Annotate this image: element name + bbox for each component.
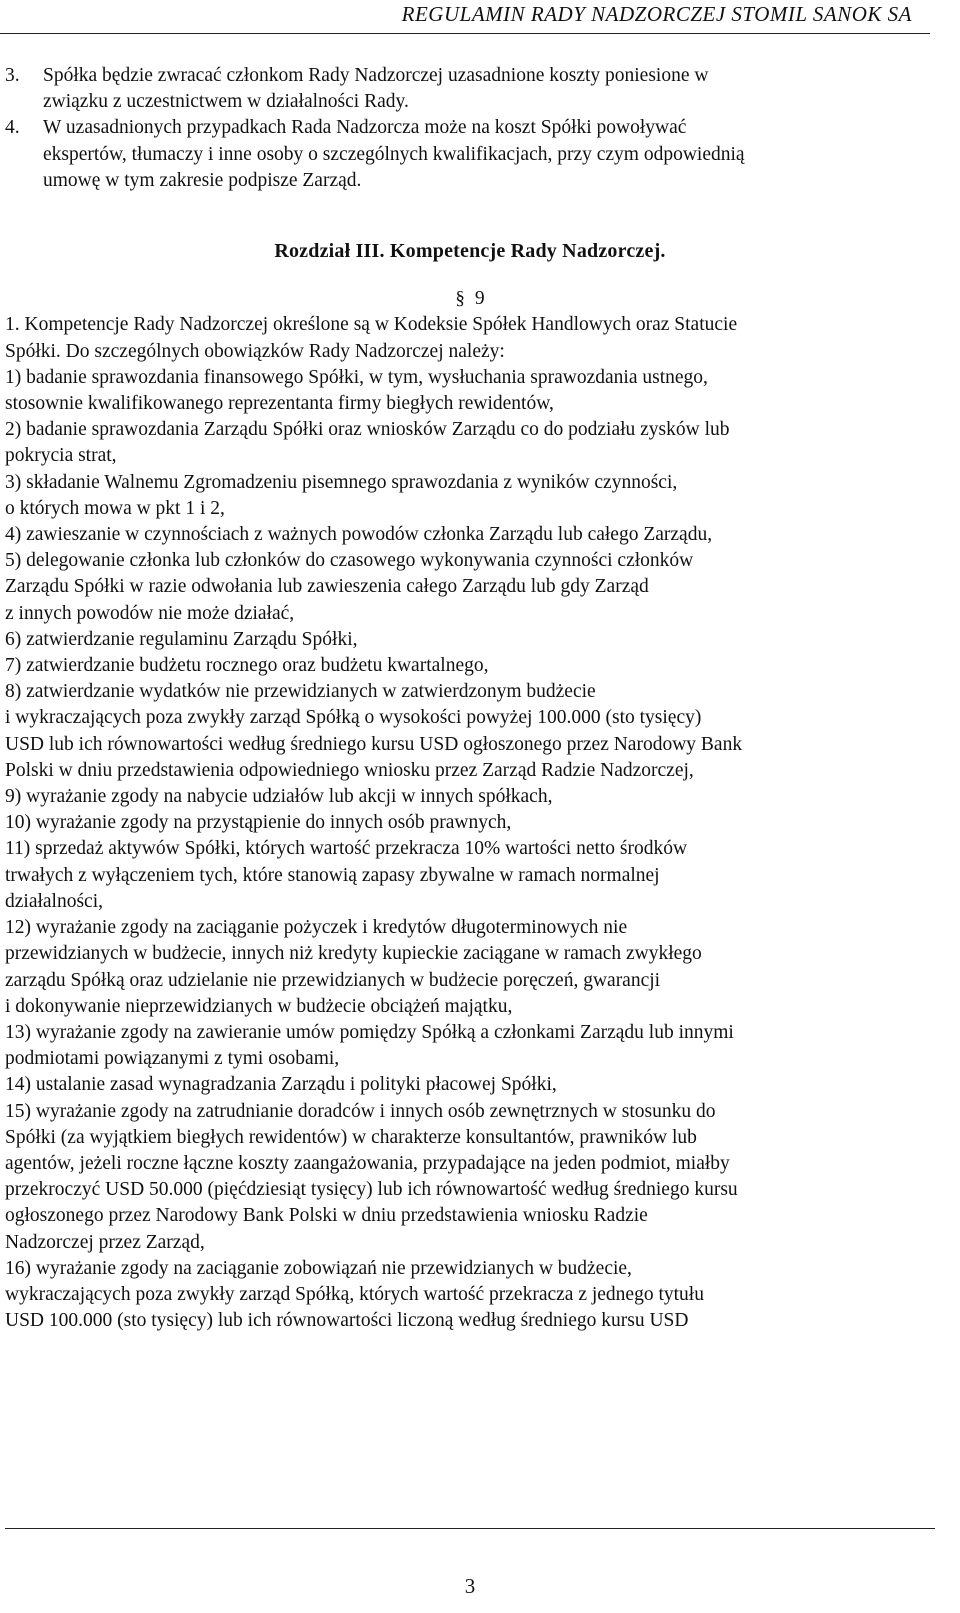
- text-line: 1. Kompetencje Rady Nadzorczej określone są w Kodeksie Spółek Handlowych oraz Statucie: [5, 314, 738, 336]
- text-line: związku z uczestnictwem w działalności Rady.: [43, 91, 409, 113]
- text-line: 2) badanie sprawozdania Zarządu Spółki oraz wniosków Zarządu co do podziału zysków lub: [5, 419, 730, 441]
- text-line: Spółka będzie zwracać członkom Rady Nadzorczej uzasadnione koszty poniesione w: [43, 65, 709, 86]
- paragraph-marker: [5, 286, 935, 312]
- text-line: umowę w tym zakresie podpisze Zarząd.: [43, 169, 362, 191]
- text-line: 10) wyrażanie zgody na przystąpienie do innych osób prawnych,: [5, 812, 512, 834]
- text-line: 15) wyrażanie zgody na zatrudnianie doradców i innych osób zewnętrznych w stosunku do: [5, 1100, 716, 1122]
- text-line: Spółki (za wyjątkiem biegłych rewidentów) w charakterze konsultantów, prawników lub: [5, 1126, 697, 1148]
- text-line: 11) sprzedaż aktywów Spółki, których wartość przekracza 10% wartości netto środków: [5, 838, 688, 860]
- text-line: USD 100.000 (sto tysięcy) lub ich równowartości liczoną według średniego kursu USD: [5, 1310, 689, 1332]
- competences-list: [5, 312, 935, 1334]
- header-divider: [0, 33, 930, 34]
- text-line: 7) zatwierdzanie budżetu rocznego oraz budżetu kwartalnego,: [5, 655, 489, 677]
- text-line: W uzasadnionych przypadkach Rada Nadzorcza może na koszt Spółki powoływać: [43, 117, 687, 139]
- text-line: i wykraczających poza zwykły zarząd Spółką o wysokości powyżej 100.000 (sto tysięcy): [5, 707, 702, 729]
- list-item-4: [5, 115, 935, 194]
- text-line: wykraczających poza zwykły zarząd Spółką, których wartość przekracza z jednego tytułu: [5, 1283, 704, 1305]
- section-sign: §: [455, 288, 465, 310]
- text-line: przekroczyć USD 50.000 (pięćdziesiąt tysięcy) lub ich równowartość według średniego kursu: [5, 1179, 738, 1201]
- text-line: 1) badanie sprawozdania finansowego Spółki, w tym, wysłuchania sprawozdania ustnego,: [5, 366, 708, 388]
- chapter-heading: Rozdział III. Kompetencje Rady Nadzorczej.: [274, 240, 666, 263]
- text-line: i dokonywanie nieprzewidzianych w budżecie obciążeń majątku,: [5, 995, 513, 1017]
- text-line: z innych powodów nie może działać,: [5, 602, 295, 624]
- paragraph-number: 9: [474, 288, 485, 310]
- text-line: Spółki. Do szczególnych obowiązków Rady Nadzorczej należy:: [5, 340, 505, 362]
- item-number: 3.: [5, 65, 20, 86]
- text-line: działalności,: [5, 890, 104, 912]
- text-line: 3) składanie Walnemu Zgromadzeniu pisemnego sprawozdania z wyników czynności,: [5, 471, 678, 493]
- text-line: 6) zatwierdzanie regulaminu Zarządu Spółki,: [5, 628, 358, 650]
- text-line: Polski w dniu przedstawienia odpowiedniego wniosku przez Zarząd Radzie Nadzorczej,: [5, 759, 694, 781]
- text-line: 14) ustalanie zasad wynagradzania Zarządu i polityki płacowej Spółki,: [5, 1074, 557, 1096]
- text-line: trwałych z wyłączeniem tych, które stanowią zapasy zbywalne w ramach normalnej: [5, 864, 660, 886]
- page-number: 3: [464, 1574, 476, 1598]
- running-header: REGULAMIN RADY NADZORCZEJ STOMIL SANOK SA: [401, 2, 912, 26]
- text-line: 9) wyrażanie zgody na nabycie udziałów lub akcji w innych spółkach,: [5, 786, 553, 808]
- text-line: 4) zawieszanie w czynnościach z ważnych powodów członka Zarządu lub całego Zarządu,: [5, 524, 713, 546]
- text-line: zarządu Spółką oraz udzielanie nie przewidzianych w budżecie poręczeń, gwarancji: [5, 969, 661, 991]
- footer-divider: [5, 1528, 935, 1529]
- list-item-3: [5, 63, 935, 115]
- text-line: przewidzianych w budżecie, innych niż kredyty kupieckie zaciągane w ramach zwykłego: [5, 943, 702, 965]
- text-line: ogłoszonego przez Narodowy Bank Polski w dniu przedstawienia wniosku Radzie: [5, 1205, 648, 1227]
- text-line: ekspertów, tłumaczy i inne osoby o szczególnych kwalifikacjach, przy czym odpowiednią: [43, 143, 745, 165]
- text-line: pokrycia strat,: [5, 445, 117, 467]
- text-line: stosownie kwalifikowanego reprezentanta firmy biegłych rewidentów,: [5, 393, 554, 415]
- document-body: [5, 63, 935, 1334]
- text-line: podmiotami powiązanymi z tymi osobami,: [5, 1048, 340, 1070]
- text-line: 5) delegowanie członka lub członków do czasowego wykonywania czynności członków: [5, 550, 694, 572]
- text-line: 13) wyrażanie zgody na zawieranie umów pomiędzy Spółką a członkami Zarządu lub innymi: [5, 1021, 734, 1043]
- text-line: agentów, jeżeli roczne łączne koszty zaangażowania, przypadające na jeden podmiot, miałby: [5, 1152, 730, 1174]
- text-line: 12) wyrażanie zgody na zaciąganie pożyczek i kredytów długoterminowych nie: [5, 917, 628, 939]
- text-line: USD lub ich równowartości według średniego kursu USD ogłoszonego przez Narodowy Bank: [5, 733, 743, 755]
- text-line: o których mowa w pkt 1 i 2,: [5, 497, 225, 519]
- text-line: Nadzorczej przez Zarząd,: [5, 1231, 205, 1253]
- text-line: 8) zatwierdzanie wydatków nie przewidzianych w zatwierdzonym budżecie: [5, 681, 596, 703]
- item-number: 4.: [5, 117, 20, 139]
- text-line: 16) wyrażanie zgody na zaciąganie zobowiązań nie przewidzianych w budżecie,: [5, 1257, 632, 1279]
- text-line: Zarządu Spółki w razie odwołania lub zawieszenia całego Zarządu lub gdy Zarząd: [5, 576, 649, 598]
